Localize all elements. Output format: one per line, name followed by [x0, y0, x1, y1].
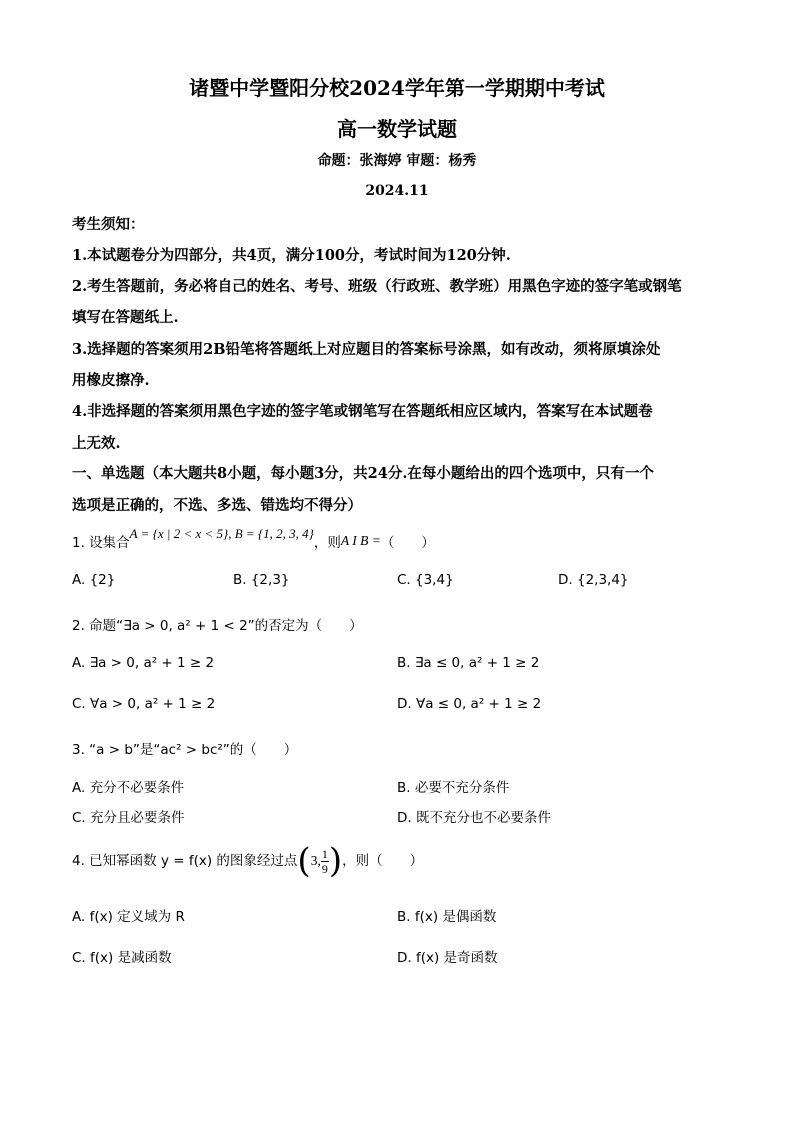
question-4-fraction-denominator: 9 — [321, 861, 328, 876]
question-1-option-b: B. {2,3} — [233, 572, 290, 588]
notice-item-1: 1.本试题卷分为四部分，共4页，满分100分，考试时间为120分钟. — [72, 247, 511, 264]
question-1-option-a: A. {2} — [72, 572, 116, 588]
question-1-prefix: 1. 设集合 — [72, 535, 130, 551]
section-heading-line-1: 一、单选题（本大题共8小题，每小题3分，共24分.在每小题给出的四个选项中，只有一个 — [72, 465, 654, 482]
question-3-option-d: D. 既不充分也不必要条件 — [397, 810, 551, 826]
question-2-option-b: B. ∃a ≤ 0, a² + 1 ≥ 2 — [397, 655, 540, 671]
question-2-option-a: A. ∃a > 0, a² + 1 ≥ 2 — [72, 655, 215, 671]
exam-authors: 命题：张海婷 审题：杨秀 — [317, 153, 477, 169]
notice-item-4-line-1: 4.非选择题的答案须用黑色字迹的签字笔或钢笔写在答题纸相应区域内，答案写在本试题卷 — [72, 403, 653, 420]
section-heading-line-2: 选项是正确的，不选、多选、错选均不得分） — [72, 497, 362, 514]
question-4-suffix: ，则（ ） — [342, 853, 424, 869]
question-4-fraction-numerator: 1 — [321, 846, 328, 861]
question-2-option-c: C. ∀a > 0, a² + 1 ≥ 2 — [72, 696, 216, 712]
question-4-option-b: B. f(x) 是偶函数 — [397, 909, 497, 925]
question-4-point-x: 3, — [310, 853, 321, 868]
exam-date: 2024.11 — [365, 183, 429, 199]
question-1-option-c: C. {3,4} — [397, 572, 454, 588]
question-4-option-c: C. f(x) 是减函数 — [72, 950, 172, 966]
question-1-expression: A I B = — [340, 533, 381, 548]
notice-item-3-line-2: 用橡皮擦净. — [72, 372, 150, 389]
question-3-option-b: B. 必要不充分条件 — [397, 780, 510, 796]
notice-item-2-line-2: 填写在答题纸上. — [72, 309, 179, 326]
question-4-right-paren: ) — [328, 841, 343, 881]
question-3-stem: 3. “a > b”是“ac² > bc²”的（ ） — [72, 742, 298, 758]
question-1-blank: （ ） — [380, 535, 435, 551]
question-4-fraction — [321, 847, 329, 876]
notice-item-2-line-1: 2.考生答题前，务必将自己的姓名、考号、班级（行政班、教学班）用黑色字迹的签字笔或钢笔 — [72, 278, 682, 295]
question-1-option-d: D. {2,3,4} — [558, 572, 629, 588]
exam-subject: 高一数学试题 — [337, 117, 457, 141]
question-3-option-c: C. 充分且必要条件 — [72, 810, 185, 826]
question-4-option-a: A. f(x) 定义域为 R — [72, 909, 185, 925]
question-4-option-d: D. f(x) 是奇函数 — [397, 950, 498, 966]
question-1-set-definition: A = {x | 2 < x < 5}, B = {1, 2, 3, 4} — [129, 526, 314, 541]
question-2-stem: 2. 命题“∃a > 0, a² + 1 < 2”的否定为（ ） — [72, 618, 363, 634]
question-4-prefix: 4. 已知幂函数 y = f(x) 的图象经过点 — [72, 853, 298, 869]
question-1-mid: ，则 — [313, 535, 341, 551]
question-4-left-paren: ( — [297, 841, 311, 881]
question-2-option-d: D. ∀a ≤ 0, a² + 1 ≥ 2 — [397, 696, 542, 712]
notice-heading: 考生须知： — [72, 216, 145, 233]
notice-item-3-line-1: 3.选择题的答案须用2B铅笔将答题纸上对应题目的答案标号涂黑，如有改动，须将原填涂处 — [72, 341, 661, 358]
exam-title: 诸暨中学暨阳分校2024学年第一学期期中考试 — [189, 76, 605, 100]
question-1-stem — [72, 526, 435, 551]
question-4-stem — [72, 838, 423, 884]
notice-item-4-line-2: 上无效. — [72, 435, 121, 452]
question-3-option-a: A. 充分不必要条件 — [72, 780, 185, 796]
